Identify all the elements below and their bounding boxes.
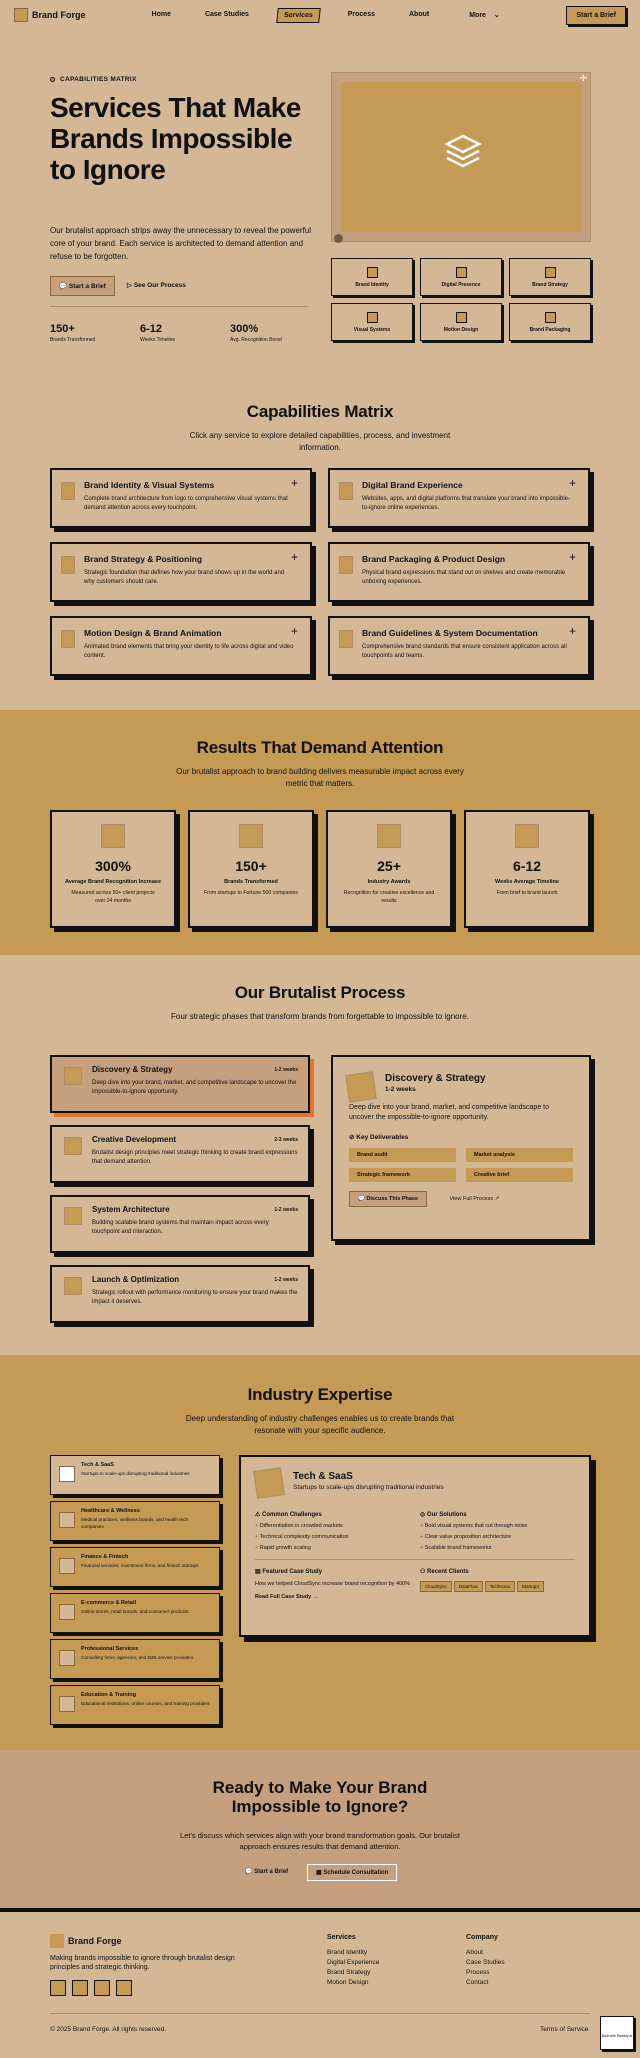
client-chip: CloudSync bbox=[420, 1581, 452, 1592]
users-icon bbox=[59, 1650, 75, 1666]
nav-process[interactable]: Process bbox=[347, 10, 375, 18]
industry-tab[interactable]: E-commerce & Retail Online stores, retail brands, and consumer products bbox=[50, 1593, 220, 1633]
read-case-study-link[interactable]: Read Full Case Study → bbox=[255, 1594, 319, 1600]
section-subtitle: Deep understanding of industry challenges enables us to create brands that resonate with your specific audience. bbox=[185, 1414, 455, 1435]
nav-links bbox=[146, 8, 506, 23]
footer-link[interactable]: Digital Experience bbox=[327, 1959, 380, 1966]
lightbulb-icon: ◎ Our Solutions bbox=[420, 1512, 467, 1518]
client-chip: DataFlow bbox=[454, 1581, 483, 1592]
process-detail-panel: Discovery & Strategy 1-2 weeks Deep dive into your brand, market, and competitive landscape to uncover the impossible-to-ignore opportunity. ⊘ Key Deliverables Brand audit Market analysis Strategic framework Creative brief 💬 Discuss This Phase View Full Process ↗ bbox=[331, 1055, 591, 1241]
box-icon bbox=[545, 312, 556, 323]
top-nav bbox=[0, 0, 640, 30]
section-title: Industry Expertise bbox=[247, 1385, 393, 1404]
readdy-badge[interactable]: Built with Readdy.ai bbox=[600, 2016, 634, 2050]
nav-case-studies[interactable]: Case Studies bbox=[204, 10, 249, 18]
palette-icon bbox=[367, 267, 378, 278]
footer-link[interactable]: Brand Identity bbox=[327, 1949, 368, 1956]
palette-icon bbox=[64, 1137, 82, 1155]
footer-logo[interactable]: Brand Forge bbox=[50, 1934, 122, 1948]
industry-tab[interactable]: Finance & Fintech Financial services, investment firms, and fintech startups bbox=[50, 1547, 220, 1587]
book-icon bbox=[339, 630, 353, 648]
graduation-cap-icon bbox=[59, 1696, 75, 1712]
capability-card[interactable]: Motion Design & Brand Animation Animated brand elements that bring your identity to life across digital and video content. + bbox=[50, 616, 312, 676]
industry-tab[interactable]: Professional Services Consulting firms, agencies, and B2B service providers bbox=[50, 1639, 220, 1679]
cta-section bbox=[0, 1750, 640, 1910]
section-title: Our Brutalist Process bbox=[234, 983, 406, 1002]
rocket-icon bbox=[59, 1466, 75, 1482]
industry-tab[interactable]: Healthcare & Wellness Medical practices, wellness brands, and health tech companies bbox=[50, 1501, 220, 1541]
heart-icon bbox=[59, 1512, 75, 1528]
hero-service-tiles bbox=[331, 258, 591, 341]
social-links bbox=[50, 1980, 132, 1996]
logo-mark-icon bbox=[14, 8, 28, 22]
plus-icon: + bbox=[568, 624, 576, 638]
result-card: 150+ Brands Transformed From startups to Fortune 500 companies bbox=[188, 810, 314, 928]
industry-detail-panel: Tech & SaaS Startups to scale-ups disrupting traditional industries ⚠ Common Challenges + Differentiation in crowded markets + Technical complexity communication + Rapid growth scaling ◎ Our Solutions + Bold visual systems that cut through noise + Clear value proposition architecture + Scalable brand frameworks ▤ Featured Case Study How we helped CloudSync increase brand recognition by 400% Read Full Case Study → ⚇ Recent Clients CloudSync DataFlow TechNova StartupX bbox=[239, 1455, 591, 1637]
rocket-icon bbox=[253, 1467, 285, 1499]
nav-more[interactable]: More ⌄ bbox=[469, 11, 500, 19]
warning-icon: ⚠ Common Challenges bbox=[255, 1512, 322, 1518]
cta-start-brief-button[interactable]: 💬 Start a Brief bbox=[245, 1869, 289, 1875]
result-card: 6-12 Weeks Average Timeline From brief to brand launch bbox=[464, 810, 590, 928]
tile-brand-identity[interactable]: Brand Identity bbox=[331, 258, 413, 296]
grid-icon bbox=[367, 312, 378, 323]
footer-link[interactable]: About bbox=[466, 1949, 483, 1956]
capability-card[interactable]: Brand Guidelines & System Documentation Comprehensive brand standards that ensure consistent application across all touchpoints and teams. + bbox=[328, 616, 590, 676]
client-chip: TechNova bbox=[485, 1581, 515, 1592]
capability-card[interactable]: Brand Strategy & Positioning Strategic foundation that defines how your brand shows up in the world and why customers should care. + bbox=[50, 542, 312, 602]
hero-title: Services That Make Brands Impossible to Ignore bbox=[50, 92, 301, 185]
process-step[interactable]: Creative Development 2-3 weeks Brutalist design principles meet strategic thinking to create brand expressions that demand attention. bbox=[50, 1125, 310, 1183]
video-icon bbox=[61, 630, 75, 648]
capability-card[interactable]: Brand Packaging & Product Design Physical brand expressions that stand out on shelves and create memorable unboxing experiences. + bbox=[328, 542, 590, 602]
hero-section bbox=[0, 30, 640, 360]
tile-visual-systems[interactable]: Visual Systems bbox=[331, 303, 413, 341]
tile-brand-packaging[interactable]: Brand Packaging bbox=[509, 303, 591, 341]
footer-company: Company About Case Studies Process Contact bbox=[466, 1934, 505, 1986]
nav-about[interactable]: About bbox=[409, 10, 430, 18]
hero-stat: 300% Avg. Recognition Boost bbox=[230, 323, 282, 343]
section-subtitle: Our brutalist approach to brand building delivers measurable impact across every metric that matters. bbox=[176, 767, 464, 788]
logo-mark-icon bbox=[50, 1934, 64, 1948]
deliverable-chip: Market analysis bbox=[466, 1148, 573, 1162]
process-step[interactable]: Discovery & Strategy 1-2 weeks Deep dive into your brand, market, and competitive landscape to uncover the impossible-to-ignore opportunity. bbox=[50, 1055, 310, 1113]
terms-link[interactable]: Terms of Service bbox=[540, 2026, 589, 2033]
client-chip: StartupX bbox=[517, 1581, 545, 1592]
megaphone-icon bbox=[61, 556, 75, 574]
nav-services[interactable]: Services bbox=[276, 8, 320, 23]
search-icon bbox=[345, 1071, 377, 1103]
clock-icon bbox=[515, 824, 539, 848]
capabilities-section bbox=[0, 360, 640, 710]
results-section bbox=[0, 710, 640, 955]
cart-icon bbox=[59, 1604, 75, 1620]
plus-icon: + bbox=[290, 550, 298, 564]
section-title: Results That Demand Attention bbox=[196, 738, 444, 757]
users-icon: ⚇ Recent Clients bbox=[420, 1569, 469, 1575]
document-icon: ▤ Featured Case Study bbox=[255, 1569, 323, 1575]
footer-link[interactable]: Brand Strategy bbox=[327, 1969, 371, 1976]
layers-icon bbox=[64, 1207, 82, 1225]
brand-logo[interactable]: Brand Forge bbox=[14, 8, 86, 22]
dot-icon bbox=[50, 77, 55, 82]
plus-icon: + bbox=[290, 624, 298, 638]
hero-visual bbox=[331, 72, 591, 242]
box-icon bbox=[339, 556, 353, 574]
footer-services: Services Brand Identity Digital Experience Brand Strategy Motion Design bbox=[327, 1934, 380, 1986]
tile-motion-design[interactable]: Motion Design bbox=[420, 303, 502, 341]
trend-up-icon bbox=[101, 824, 125, 848]
result-card: 25+ Industry Awards Recognition for creative excellence and results bbox=[326, 810, 452, 928]
deliverable-chip: Brand audit bbox=[349, 1148, 456, 1162]
users-icon bbox=[239, 824, 263, 848]
twitter-icon[interactable] bbox=[72, 1980, 88, 1996]
hero-start-brief-button[interactable]: 💬 Start a Brief bbox=[50, 276, 115, 296]
dribbble-icon[interactable] bbox=[116, 1980, 132, 1996]
monitor-icon bbox=[456, 267, 467, 278]
hero-stat: 150+ Brands Transformed bbox=[50, 323, 96, 343]
rocket-icon bbox=[64, 1277, 82, 1295]
industry-section bbox=[0, 1355, 640, 1750]
dot-icon bbox=[334, 234, 343, 243]
deliverable-chip: Creative brief bbox=[466, 1168, 573, 1182]
tile-digital-presence[interactable]: Digital Presence bbox=[420, 258, 502, 296]
section-subtitle: Click any service to explore detailed capabilities, process, and investment information. bbox=[189, 431, 451, 452]
hero-lead: Our brutalist approach strips away the unnecessary to reveal the powerful core of your brand. Each service is architected to demand attention and refuse to be forgotten. bbox=[50, 226, 312, 261]
footer-desc: Making brands impossible to ignore through brutalist design principles and strategic thinking. bbox=[50, 1955, 235, 1971]
plus-icon: + bbox=[290, 476, 298, 490]
schedule-consultation-button[interactable]: ▦ Schedule Consultation bbox=[307, 1864, 397, 1881]
copyright: © 2025 Brand Forge. All rights reserved. bbox=[50, 2026, 167, 2033]
view-full-process-link[interactable]: View Full Process ↗ bbox=[449, 1196, 500, 1202]
process-step[interactable]: Launch & Optimization 1-2 weeks Strategic rollout with performance monitoring to ensure your brand makes the impact it deserves. bbox=[50, 1265, 310, 1323]
globe-icon bbox=[339, 482, 353, 500]
cta-title: Ready to Make Your Brand Impossible to Ignore? bbox=[212, 1778, 428, 1816]
chart-icon bbox=[59, 1558, 75, 1574]
section-subtitle: Four strategic phases that transform brands from forgettable to impossible to ignore. bbox=[171, 1012, 469, 1021]
tile-brand-strategy[interactable]: Brand Strategy bbox=[509, 258, 591, 296]
nav-start-brief-button[interactable]: Start a Brief bbox=[566, 6, 626, 25]
divider bbox=[50, 2013, 590, 2014]
process-step[interactable]: System Architecture 1-2 weeks Building scalable brand systems that maintain impact across every touchpoint and interaction. bbox=[50, 1195, 310, 1253]
nav-home[interactable]: Home bbox=[151, 10, 171, 18]
divider bbox=[50, 306, 308, 307]
hero-stat: 6-12 Weeks Timeline bbox=[140, 323, 176, 343]
plus-icon: + bbox=[568, 550, 576, 564]
hero-eyebrow: CAPABILITIES MATRIX bbox=[50, 76, 137, 83]
cta-desc: Let's discuss which services align with your brand transformation goals. Our brutalist approach ensures results that demand attention. bbox=[180, 1831, 460, 1851]
section-title: Capabilities Matrix bbox=[246, 402, 394, 421]
capability-card[interactable]: Digital Brand Experience Websites, apps, and digital platforms that translate your brand into impossible-to-ignore online experiences. + bbox=[328, 468, 590, 528]
footer-link[interactable]: Motion Design bbox=[327, 1979, 369, 1986]
capability-card[interactable]: Brand Identity & Visual Systems Complete brand architecture from logo to comprehensive visual systems that demand attention across every touchpoint. + bbox=[50, 468, 312, 528]
discuss-phase-button[interactable]: 💬 Discuss This Phase bbox=[349, 1191, 427, 1207]
footer bbox=[0, 1910, 640, 2058]
palette-icon bbox=[61, 482, 75, 500]
megaphone-icon bbox=[545, 267, 556, 278]
result-card: 300% Average Brand Recognition Increase Measured across 50+ client projects over 24 months bbox=[50, 810, 176, 928]
instagram-icon[interactable] bbox=[50, 1980, 66, 1996]
deliverables-heading: ⊘ Key Deliverables bbox=[349, 1134, 409, 1141]
process-section bbox=[0, 955, 640, 1355]
industry-tab[interactable]: Tech & SaaS Startups to scale-ups disrupting traditional industries bbox=[50, 1455, 220, 1495]
footer-link[interactable]: Contact bbox=[466, 1979, 489, 1986]
award-icon bbox=[377, 824, 401, 848]
plus-icon: + bbox=[568, 476, 576, 490]
hero-see-process-button[interactable]: ▷ See Our Process bbox=[127, 282, 186, 289]
video-icon bbox=[456, 312, 467, 323]
layers-icon bbox=[444, 133, 482, 169]
search-icon bbox=[64, 1067, 82, 1085]
deliverable-chip: Strategic framework bbox=[349, 1168, 456, 1182]
sparkle-icon: ✢ bbox=[579, 73, 587, 83]
industry-tab[interactable]: Education & Training Educational institutions, online courses, and training providers bbox=[50, 1685, 220, 1725]
footer-link[interactable]: Process bbox=[466, 1969, 490, 1976]
linkedin-icon[interactable] bbox=[94, 1980, 110, 1996]
footer-link[interactable]: Case Studies bbox=[466, 1959, 505, 1966]
